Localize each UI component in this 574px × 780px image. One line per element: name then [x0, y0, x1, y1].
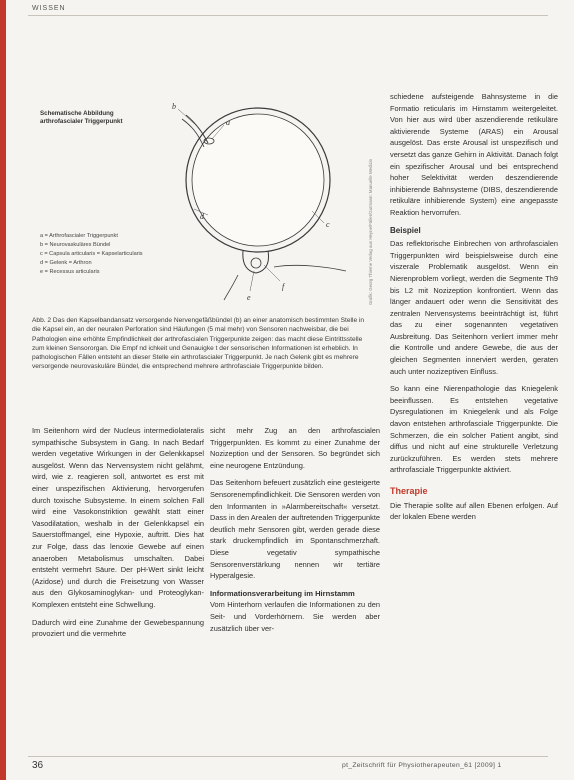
paragraph: Die Therapie sollte auf allen Ebenen erfolgen. Auf der lokalen Ebene werden: [390, 500, 558, 522]
capsule-inner-ring: [192, 114, 324, 246]
text-column-3: [390, 91, 558, 529]
paragraph: Das Seitenhorn befeuert zusätzlich eine gesteigerte Sensorenempfindlichkeit. Die Sensoren werden von den Informanten in »Alarmbereitschaft« versetzt. Dass in den Arealen der auftretenden Triggerpunkte deutlich mehr Sensoren gibt, werden gerade diese stark druckempfindlich im Spontanschmerzhaft. Diese vegetativ sympathische Sensorenverstärkung nennen wir tertiäre Hyperalgesie.: [210, 478, 380, 581]
figure-title-line-1: Schematische Abbildung: [40, 110, 114, 117]
legend-item: c = Capsula articularis = Kapselarticularis: [40, 251, 143, 257]
label-f: f: [282, 282, 285, 291]
paragraph: Dadurch wird eine Zunahme der Gewebespannung provoziert und die vermehrte: [32, 617, 204, 639]
paragraph: Das reflektorische Einbrechen von arthrofascialen Triggerpunkten wird beispielsweise durch eine viszerale Problematik ausgelöst. Wenn ein Nierenproblem vorliegt, werden die Segmente Th9 bis L2 mit Nozizeption konfrontiert. Wenn das länger andauert oder wenn die Sensitivität des zentralen Nervensystems beeinträchtigt ist, führt das zu einer sogenannten vegetativen Ausbreitung. Das Seitenhorn verliert immer mehr die Kontrolle und andere Gewebe, die aus der gleichen Segmenten innerviert werden, geraten auch unter nozizeptiven Einfluss.: [390, 239, 558, 376]
subheading-informationsverarbeitung: Informationsverarbeitung im Hirnstamm: [210, 588, 355, 598]
paragraph: So kann eine Nierenpathologie das Kniegelenk beeinflussen. Es entstehen vegetative Dysregulationen im Kniegelenk und als Folge davon entstehen arthrofasciale Triggerpunkte. Die Schmerzen, die ein solcher Patient angibt, sind diffus und nicht auf eine strukturelle Verletzung zurückzuführen. Es werden stets mehrere arthrofasciale Triggerpunkte aktiviert.: [390, 384, 558, 475]
recessus-articularis: [243, 251, 269, 273]
label-c: c: [326, 220, 330, 229]
paragraph: Im Seitenhorn wird der Nucleus intermediolateralis sympathische Subsystem in Gang. In nach Bedarf werden vegetative Wirkungen in der Gelenkkapsel ausgelöst. Wenn das Nervensystem nicht gelähmt, wird, wie z. reagieren soll, antwortet es erst mit einer unspezifischen Aktivierung, hervorgerufen durch toxische Subsysteme. In einem solchen Fall wird eine Vasokonstriktion gewählt statt einer Vasodilatation, weshalb in der Gelenkkapsel ein Sauerstoffmangel, eine Hypoxie, auftritt. Dies hat zur Folge, dass das lenoxie Gewebe auf einen anaeroben Metabolismus umschalten. Dabei entsteht vermehrt Säure. Der pH-Wert sinkt leicht (Azidose) und durch die Freisetzung von Wasser aus den Glykosaminoglykan- und Proteoglykan-Komplexen entsteht eine Schwellung.: [32, 426, 204, 609]
text-column-2: [210, 425, 380, 640]
paragraph: sicht mehr Zug an den arthrofascialen Triggerpunkten. Es kommt zu einer Zunahme der Nozizeption und der Sensoren. So begründet sich eine neurogene Entzündung.: [210, 426, 380, 470]
figure-caption: Abb. 2 Das den Kapselbandansatz versorgende Nervengefäßbündel (b) an einer anatomisch bestimmten Stelle in die Kapsel ein, an der neuralen Perforation sind Häufungen (5 mal mehr) von Sensoren nachweisbar, die bei Pathologien eine erhöhte Empfindlichkeit der arthrofascialen Triggerpunkte zeigen: das macht diese Eintrittsstelle zum kleinen Sensororgan. Die Empf nd ichkeit und Genauigke t der sensorischen Informationen ist erheblich. In pathologischen Fällen entsteht an dieser Stelle ein arthrofascialer Triggerpunkt. Je nach Gelenk gibt es mehrere versorgende neurovaskuläre Bündel, die entsprechend mehrere arthrofasciale Triggerpunkte bilden.: [32, 317, 365, 371]
page-edge-red-stripe: [0, 0, 6, 780]
legend-item: e = Recessus articularis: [40, 269, 100, 275]
label-e: e: [247, 293, 251, 302]
subheading-beispiel: Beispiel: [390, 225, 421, 235]
paragraph: schiedene aufsteigende Bahnsysteme in die Formatio reticularis im Hirnstamm weitergeleitet. Von hier aus wird über aszendierende retikuläre aktivierende Systeme (ARAS) ein Arousal ausgelöst. Das erste Arousal ist unspezifisch und versetzt das ganze Gehirn in Aktivität. Danach folgt ein spezifischer Arousal und bei entsprechend hoher Selektivität werden deszendierende inhibierende Bahnsysteme (DIBS, deszendierende retikuläre inhibierende System) eine angepasste Reaktion hervorrufen.: [390, 92, 558, 217]
header-rule: [28, 15, 548, 16]
figure-credit-text: Grafik: Georg Thieme Verlag aus Heyne/Fäller/Gutmann: Manuelle Medizin: [368, 158, 373, 305]
legend-item: b = Neurovaskuläres Bündel: [40, 242, 111, 248]
trigger-point-bottom: [251, 258, 261, 268]
figure-credit: [368, 95, 376, 307]
paragraph: Vom Hinterhorn verlaufen die Informationen zu den Seit- und Vorderhörnern. Sie werden aber zusätzlich über ver-: [210, 600, 380, 633]
legend-item: a = Arthrofascialer Triggerpunkt: [40, 233, 118, 239]
nerve-bottom-2: [274, 265, 346, 271]
text-column-1: [32, 425, 204, 646]
trigger-point-diagram: [28, 95, 358, 310]
footer-rule: [28, 756, 548, 757]
callout-line-f: [264, 265, 280, 281]
subheading-therapie: Therapie: [390, 486, 428, 496]
section-header: WISSEN: [32, 5, 66, 12]
label-d: d: [200, 212, 204, 221]
nerve-bottom: [224, 275, 238, 300]
figure-title-line-2: arthrofascialer Triggerpunkt: [40, 118, 123, 125]
figure-legend: [40, 232, 143, 277]
label-a: a: [226, 118, 230, 127]
figure-title: [40, 110, 123, 126]
journal-footer: pt_Zeitschrift für Physiotherapeuten_61 [2009] 1: [342, 762, 502, 769]
legend-item: d = Gelenk = Arthron: [40, 260, 92, 266]
page-number: 36: [32, 760, 44, 771]
callout-line-e: [250, 271, 254, 291]
neurovascular-bundle-top-2: [182, 119, 204, 147]
label-b: b: [172, 102, 176, 111]
